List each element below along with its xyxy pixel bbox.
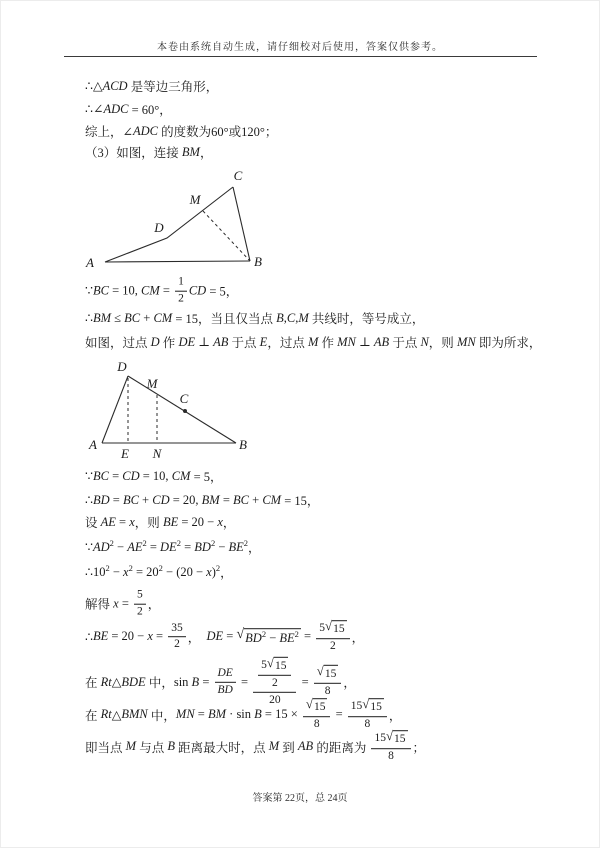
math-line-9: ∴ BD = BC + CD = 20, BM = BC + CM = 15，	[85, 492, 320, 508]
diagram2-point-C-dot	[183, 409, 187, 413]
diagram2-vertex-label-D: D	[117, 359, 127, 374]
diagram1-vertex-label-D: D	[154, 220, 164, 235]
page-header-notice: 本卷由系统自动生成，请仔细校对后使用，答案仅供参考。	[157, 42, 443, 53]
math-line-5: ∵ BC = 10, CM = $\frac{1}{2}$ CD = 5，	[85, 275, 239, 305]
diagram1-edge-A-B	[105, 261, 250, 262]
math-line-13: 解得 x = $\frac{5}{2}$ ，	[85, 588, 161, 618]
diagram2-vertex-label-E: E	[121, 446, 129, 461]
header-divider	[64, 56, 537, 57]
diagram2-vertex-label-N: N	[152, 446, 162, 461]
diagram1-edge-C-B	[233, 187, 250, 261]
math-line-11: ∵ AD 2 − AE 2 = DE 2 = BD 2 − BE 2 ，	[85, 538, 261, 555]
diagram1-dashed-M-B	[203, 211, 250, 261]
diagram1-vertex-label-M: M	[189, 192, 201, 207]
math-line-3: 综上，∠ ADC 的度数为60°或120°；	[85, 123, 278, 139]
diagram1-vertex-label-A: A	[86, 255, 94, 270]
diagram2-edge-A-D	[102, 376, 128, 443]
math-line-10: 设 AE = x ，则 BE = 20 − x ，	[85, 514, 236, 530]
math-line-16: 在 Rt △ BMN 中， MN = BM · sin B = 15 × √ 15 8 = 15 √ 15 8 ，	[85, 697, 402, 730]
math-line-1: ∴△ ACD 是等边三角形，	[85, 78, 219, 94]
diagram1-vertex-label-B: B	[254, 254, 262, 269]
diagram2-vertex-label-C: C	[179, 391, 189, 406]
math-line-15: 在 Rt △ BDE 中， sin B = $\frac{DE}{BD}$ = 5 √ 15 2 20 = √ 15 8 ，	[85, 655, 356, 706]
math-line-8: ∵ BC = CD = 10, CM = 5，	[85, 468, 223, 484]
geometry-diagram-1	[60, 170, 275, 272]
diagram2-vertex-label-A: A	[89, 437, 97, 452]
diagram2-vertex-label-M: M	[146, 376, 158, 391]
diagram2-edge-D-B	[128, 376, 236, 443]
math-line-4: （3）如图，连接 BM ，	[85, 144, 213, 160]
math-line-6: ∴ BM ≤ BC + CM = 15，当且仅当点 B , C , M 共线时，等号成立，	[85, 310, 425, 326]
diagram2-vertex-label-B: B	[239, 437, 247, 452]
math-line-12: ∴10 2 − x 2 = 20 2 − (20 − x ) 2 ，	[85, 563, 233, 580]
math-line-14: ∴ BE = 20 − x = $\frac{35}{2}$ ， DE = √ BD 2 − BE 2 = 5 √ 15 2 ，	[85, 619, 365, 652]
geometry-diagram-2	[80, 359, 260, 464]
math-line-2: ∴∠ ADC = 60°，	[85, 101, 172, 117]
diagram1-edge-A-D-C	[105, 187, 233, 262]
math-line-17: 即当点 M 与点 B 距离最大时，点 M 到 AB 的距离为 15 √ 15 8 ；	[85, 729, 426, 762]
page-footer-pagination: 答案第 22页，总 24页	[252, 793, 348, 804]
diagram1-vertex-label-C: C	[233, 168, 243, 183]
math-line-7: 如图，过点 D 作 DE ⊥ AB 于点 E ，过点 M 作 MN ⊥ AB 于点 N ，则 MN 即为所求，	[85, 334, 542, 350]
